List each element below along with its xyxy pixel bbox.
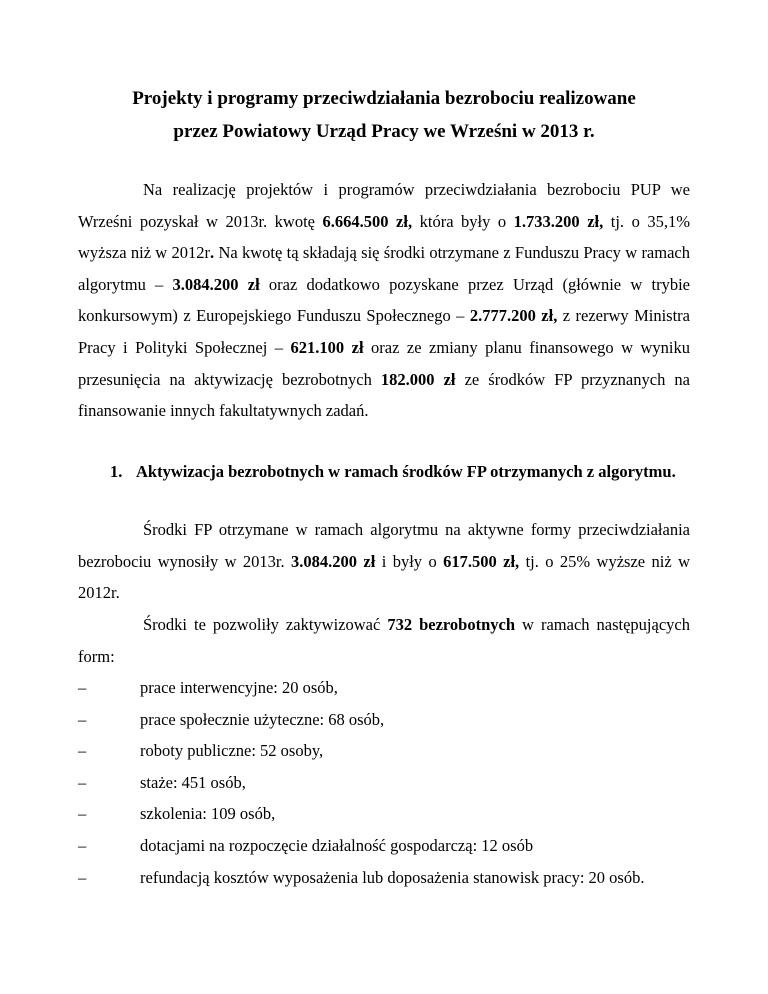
list-item-text: szkolenia: 109 osób, [140, 804, 276, 824]
section-1-paragraph-1 [78, 514, 690, 609]
s1p2-text-2: w ramach następujących form: [78, 615, 690, 666]
s1p2-count-unemployed: 732 bezrobotnych [387, 615, 516, 634]
intro-text-1: Na realizację projektów i programów przeciwdziałania bezrobociu PUP we Wrześni pozyskał w 2013r. kwotę [78, 180, 690, 231]
s1p2-text-1: Środki te pozwoliły zaktywizować [143, 615, 388, 634]
intro-text-5: oraz dodatkowo pozyskane przez Urząd (głównie w trybie konkursowym) z Europejskiego Funduszu Społecznego – [78, 274, 691, 326]
list-item [78, 672, 690, 704]
list-item-text: refundacją kosztów wyposażenia lub doposażenia stanowisk pracy: 20 osób. [140, 867, 645, 887]
section-1-paragraph-2 [78, 609, 690, 672]
list-item [78, 767, 690, 799]
s1p1-amount-increase: 617.500 zł, [443, 551, 520, 571]
s1p1-text-3: tj. o 25% wyższe niż w 2012r. [78, 551, 690, 603]
list-item [78, 735, 690, 767]
document-title-line-2: przez Powiatowy Urząd Pracy we Wrześni w 2013 r. [173, 121, 595, 142]
list-item-text: dotacjami na rozpoczęcie działalność gospodarczą: 12 osób [140, 835, 534, 855]
intro-text-3: tj. o 35,1% wyższa niż w 2012r [78, 211, 690, 263]
intro-text-2: która były o [412, 211, 514, 231]
intro-amount-algorithm: 3.084.200 zł [172, 274, 260, 294]
list-item-text: prace interwencyjne: 20 osób, [140, 678, 338, 697]
list-dash: – [78, 835, 87, 855]
intro-bold-period: . [210, 243, 215, 263]
intro-amount-shift: 182.000 zł [380, 369, 456, 389]
activation-forms-list [78, 672, 690, 893]
s1p1-amount-algorithm: 3.084.200 zł [291, 551, 376, 571]
intro-text-6: z rezerwy Ministra Pracy i Polityki Społecznej – [78, 306, 690, 357]
list-item [78, 862, 690, 894]
section-1-heading [110, 456, 690, 488]
intro-text-7: oraz ze zmiany planu finansowego w wyniku przesunięcia na aktywizację bezrobotnych [78, 337, 690, 389]
list-dash: – [78, 772, 87, 792]
intro-text-4: Na kwotę tą składają się środki otrzymane z Funduszu Pracy w ramach algorytmu – [78, 243, 690, 294]
list-item [78, 798, 690, 830]
intro-amount-efs: 2.777.200 zł, [469, 306, 558, 326]
list-item-text: roboty publiczne: 52 osoby, [140, 741, 324, 761]
list-dash: – [78, 804, 87, 824]
section-1-heading-text: Aktywizacja bezrobotnych w ramach środków FP otrzymanych z algorytmu. [136, 462, 676, 481]
intro-amount-total: 6.664.500 zł, [322, 211, 413, 231]
list-item [78, 830, 690, 862]
s1p1-text-1: Środki FP otrzymane w ramach algorytmu na aktywne formy przeciwdziałania bezrobociu wynosiły w 2013r. [78, 520, 690, 571]
list-item-text: prace społecznie użyteczne: 68 osób, [140, 709, 385, 729]
list-dash: – [78, 741, 87, 761]
section-1-number: 1. [110, 462, 123, 481]
document-title-line-1: Projekty i programy przeciwdziałania bezrobociu realizowane [132, 88, 636, 109]
list-dash: – [78, 867, 87, 887]
intro-text-8: ze środków FP przyznanych na finansowanie innych fakultatywnych zadań. [78, 369, 690, 421]
intro-amount-reserve: 621.100 zł [290, 337, 364, 357]
list-dash: – [78, 678, 87, 697]
intro-paragraph [78, 174, 690, 427]
list-item [78, 704, 690, 736]
intro-amount-increase: 1.733.200 zł, [513, 211, 604, 231]
list-dash: – [78, 709, 87, 729]
s1p1-text-2: i były o [375, 551, 444, 571]
list-item-text: staże: 451 osób, [140, 772, 246, 792]
